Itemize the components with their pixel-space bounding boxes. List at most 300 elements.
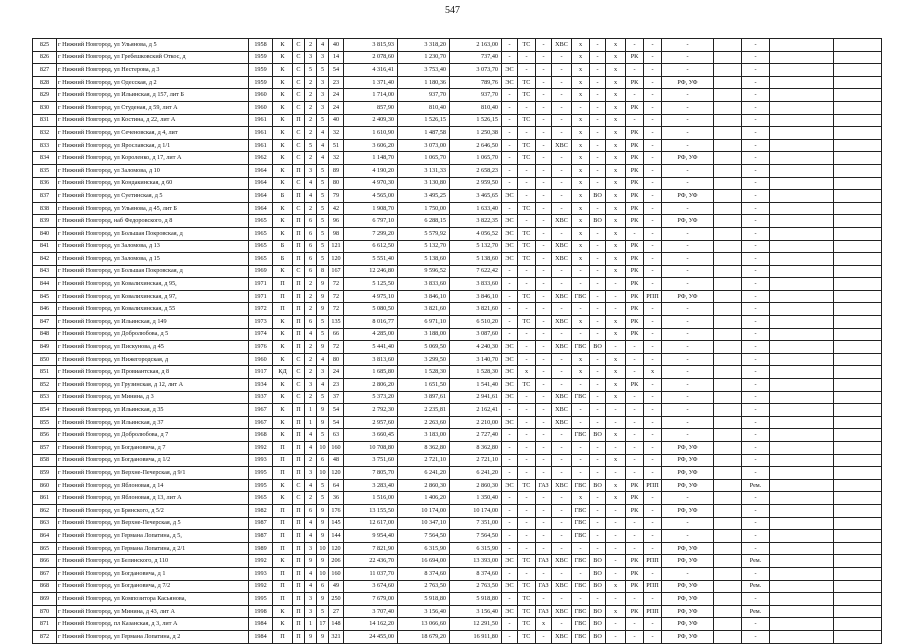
cell-build-year: 1972 bbox=[249, 303, 273, 316]
cell-build-year: 1964 bbox=[249, 190, 273, 203]
cell-total-area: 2 957,60 bbox=[344, 416, 398, 429]
cell-private-area: 4 240,30 bbox=[450, 341, 502, 354]
cell-build-year: 1965 bbox=[249, 240, 273, 253]
cell-roof-repair: РК bbox=[626, 164, 644, 177]
cell-heating: ТС bbox=[518, 580, 536, 593]
cell-col-24 bbox=[834, 555, 882, 568]
cell-living-area: 6 288,15 bbox=[398, 215, 450, 228]
cell-total-area: 5 551,40 bbox=[344, 253, 398, 266]
table-row bbox=[33, 391, 882, 404]
cell-col-23 bbox=[770, 265, 834, 278]
cell-wall-material: Б bbox=[273, 190, 293, 203]
cell-wall-material: П bbox=[273, 290, 293, 303]
cell-entrances: 3 bbox=[305, 379, 317, 392]
cell-build-year: 1965 bbox=[249, 227, 273, 240]
table-row bbox=[33, 542, 882, 555]
cell-floors: 5 bbox=[317, 479, 329, 492]
cell-roof-repair: - bbox=[626, 442, 644, 455]
cell-col-24 bbox=[834, 227, 882, 240]
cell-gas: - bbox=[536, 76, 552, 89]
cell-col-23 bbox=[770, 517, 834, 530]
cell-floors: 4 bbox=[317, 152, 329, 165]
cell-cold-water: - bbox=[552, 303, 572, 316]
cell-apartments: 32 bbox=[329, 127, 344, 140]
cell-col-24 bbox=[834, 567, 882, 580]
cell-repair-note: - bbox=[742, 139, 770, 152]
cell-facade: РФ, УФ bbox=[662, 76, 714, 89]
cell-col-17: - bbox=[606, 555, 626, 568]
cell-heating: - bbox=[518, 492, 536, 505]
cell-living-area: 10 347,10 bbox=[398, 517, 450, 530]
cell-repair-note: Рем. bbox=[742, 580, 770, 593]
cell-gas: - bbox=[536, 278, 552, 291]
cell-roof-repair: РК bbox=[626, 492, 644, 505]
cell-build-year: 1959 bbox=[249, 51, 273, 64]
cell-living-area: 1 526,15 bbox=[398, 114, 450, 127]
cell-electricity: - bbox=[502, 202, 518, 215]
cell-hot-water: - bbox=[572, 442, 590, 455]
cell-wall-material: П bbox=[273, 467, 293, 480]
cell-address: г Нижний Новгород, ул Богдановича, д 1 bbox=[57, 567, 249, 580]
cell-row-number: 869 bbox=[33, 593, 57, 606]
cell-private-area: 3 846,10 bbox=[450, 290, 502, 303]
cell-facade: - bbox=[662, 416, 714, 429]
cell-sewerage: - bbox=[590, 202, 606, 215]
cell-repair-note: - bbox=[742, 303, 770, 316]
cell-category: П bbox=[293, 593, 305, 606]
cell-category: С bbox=[293, 76, 305, 89]
cell-living-area: 7 564,50 bbox=[398, 530, 450, 543]
cell-facade: - bbox=[662, 39, 714, 52]
cell-sewerage: - bbox=[590, 467, 606, 480]
cell-hot-water: х bbox=[572, 215, 590, 228]
cell-living-area: 1 406,20 bbox=[398, 492, 450, 505]
cell-roof-repair: РК bbox=[626, 303, 644, 316]
cell-entrances: 6 bbox=[305, 316, 317, 329]
cell-living-area: 1 065,70 bbox=[398, 152, 450, 165]
cell-build-year: 1917 bbox=[249, 366, 273, 379]
cell-lift-repair: - bbox=[644, 442, 662, 455]
cell-cold-water: - bbox=[552, 492, 572, 505]
cell-heating: ТС bbox=[518, 593, 536, 606]
cell-gas: - bbox=[536, 51, 552, 64]
cell-roof-repair: РК bbox=[626, 605, 644, 618]
cell-total-area: 12 246,80 bbox=[344, 265, 398, 278]
cell-col-21 bbox=[714, 593, 742, 606]
cell-private-area: 2 860,30 bbox=[450, 479, 502, 492]
cell-electricity: - bbox=[502, 39, 518, 52]
cell-col-23 bbox=[770, 240, 834, 253]
cell-build-year: 1968 bbox=[249, 429, 273, 442]
cell-gas: - bbox=[536, 303, 552, 316]
cell-hot-water: - bbox=[572, 454, 590, 467]
cell-cold-water: ХВС bbox=[552, 580, 572, 593]
cell-wall-material: К bbox=[273, 89, 293, 102]
cell-private-area: 16 911,80 bbox=[450, 630, 502, 643]
cell-roof-repair: РК bbox=[626, 76, 644, 89]
cell-cold-water: ХВС bbox=[552, 391, 572, 404]
cell-repair-note: - bbox=[742, 530, 770, 543]
cell-electricity: - bbox=[502, 429, 518, 442]
cell-gas: - bbox=[536, 152, 552, 165]
cell-lift-repair: - bbox=[644, 164, 662, 177]
cell-heating: ТС bbox=[518, 479, 536, 492]
cell-living-area: 3 897,61 bbox=[398, 391, 450, 404]
cell-heating: - bbox=[518, 454, 536, 467]
cell-sewerage: - bbox=[590, 328, 606, 341]
cell-apartments: 51 bbox=[329, 139, 344, 152]
cell-cold-water: - bbox=[552, 51, 572, 64]
cell-col-24 bbox=[834, 316, 882, 329]
cell-repair-note: - bbox=[742, 328, 770, 341]
cell-row-number: 837 bbox=[33, 190, 57, 203]
cell-col-23 bbox=[770, 504, 834, 517]
cell-facade: РФ, УФ bbox=[662, 593, 714, 606]
cell-electricity: ЭС bbox=[502, 366, 518, 379]
cell-sewerage: ВО bbox=[590, 580, 606, 593]
cell-lift-repair: - bbox=[644, 51, 662, 64]
cell-lift-repair: - bbox=[644, 190, 662, 203]
cell-lift-repair: - bbox=[644, 593, 662, 606]
cell-private-area: 3 465,65 bbox=[450, 190, 502, 203]
cell-wall-material: К bbox=[273, 152, 293, 165]
cell-repair-note: - bbox=[742, 316, 770, 329]
cell-col-23 bbox=[770, 530, 834, 543]
cell-address: г Нижний Новгород, ул Сеченовская, д 4, лит bbox=[57, 127, 249, 140]
cell-wall-material: К bbox=[273, 114, 293, 127]
cell-private-area: 2 763,50 bbox=[450, 580, 502, 593]
cell-roof-repair: РК bbox=[626, 278, 644, 291]
cell-row-number: 832 bbox=[33, 127, 57, 140]
cell-hot-water: ГВС bbox=[572, 290, 590, 303]
cell-heating: ТС bbox=[518, 89, 536, 102]
cell-col-23 bbox=[770, 253, 834, 266]
cell-row-number: 858 bbox=[33, 454, 57, 467]
cell-gas: - bbox=[536, 265, 552, 278]
cell-address: г Нижний Новгород, ул Грузинская, д 12, лит А bbox=[57, 379, 249, 392]
cell-gas: - bbox=[536, 253, 552, 266]
cell-address: г Нижний Новгород, ул Кондакинская, д 60 bbox=[57, 177, 249, 190]
cell-hot-water: х bbox=[572, 240, 590, 253]
cell-lift-repair: - bbox=[644, 328, 662, 341]
table-row bbox=[33, 366, 882, 379]
cell-repair-note: - bbox=[742, 290, 770, 303]
cell-cold-water: - bbox=[552, 429, 572, 442]
cell-floors: 4 bbox=[317, 127, 329, 140]
cell-living-area: 2 763,50 bbox=[398, 580, 450, 593]
cell-floors: 3 bbox=[317, 366, 329, 379]
cell-lift-repair: - bbox=[644, 101, 662, 114]
cell-wall-material: К bbox=[273, 379, 293, 392]
cell-living-area: 3 156,40 bbox=[398, 605, 450, 618]
cell-col-17: х bbox=[606, 391, 626, 404]
cell-wall-material: П bbox=[273, 580, 293, 593]
cell-living-area: 3 073,00 bbox=[398, 139, 450, 152]
cell-sewerage: - bbox=[590, 366, 606, 379]
cell-category: П bbox=[293, 404, 305, 417]
cell-total-area: 857,90 bbox=[344, 101, 398, 114]
cell-living-area: 1 750,00 bbox=[398, 202, 450, 215]
cell-apartments: 54 bbox=[329, 64, 344, 77]
cell-heating: ТС bbox=[518, 139, 536, 152]
cell-category: С bbox=[293, 39, 305, 52]
cell-repair-note: - bbox=[742, 517, 770, 530]
cell-build-year: 1959 bbox=[249, 76, 273, 89]
cell-total-area: 12 617,00 bbox=[344, 517, 398, 530]
cell-category: С bbox=[293, 139, 305, 152]
cell-entrances: 2 bbox=[305, 303, 317, 316]
cell-gas: - bbox=[536, 341, 552, 354]
cell-repair-note: - bbox=[742, 618, 770, 631]
cell-col-17: х bbox=[606, 51, 626, 64]
cell-heating: - bbox=[518, 542, 536, 555]
cell-roof-repair: - bbox=[626, 542, 644, 555]
cell-entrances: 5 bbox=[305, 64, 317, 77]
cell-heating: ТС bbox=[518, 316, 536, 329]
cell-gas: - bbox=[536, 504, 552, 517]
cell-roof-repair: - bbox=[626, 39, 644, 52]
cell-heating: - bbox=[518, 517, 536, 530]
cell-col-24 bbox=[834, 101, 882, 114]
cell-wall-material: К bbox=[273, 555, 293, 568]
cell-heating: - bbox=[518, 504, 536, 517]
cell-floors: 9 bbox=[317, 504, 329, 517]
cell-build-year: 1971 bbox=[249, 290, 273, 303]
cell-apartments: 32 bbox=[329, 152, 344, 165]
cell-row-number: 827 bbox=[33, 64, 57, 77]
cell-sewerage: - bbox=[590, 101, 606, 114]
cell-hot-water: - bbox=[572, 328, 590, 341]
cell-apartments: 24 bbox=[329, 101, 344, 114]
cell-apartments: 40 bbox=[329, 39, 344, 52]
cell-col-21 bbox=[714, 542, 742, 555]
cell-col-23 bbox=[770, 618, 834, 631]
cell-private-area: 10 174,00 bbox=[450, 504, 502, 517]
cell-cold-water: - bbox=[552, 64, 572, 77]
cell-apartments: 23 bbox=[329, 76, 344, 89]
cell-wall-material: К bbox=[273, 76, 293, 89]
cell-repair-note: - bbox=[742, 114, 770, 127]
cell-heating: - bbox=[518, 341, 536, 354]
cell-electricity: ЭС bbox=[502, 240, 518, 253]
cell-private-area: 1 528,30 bbox=[450, 366, 502, 379]
cell-col-21 bbox=[714, 76, 742, 89]
cell-lift-repair: РПП bbox=[644, 605, 662, 618]
cell-col-21 bbox=[714, 202, 742, 215]
cell-cold-water: - bbox=[552, 517, 572, 530]
cell-living-area: 2 721,10 bbox=[398, 454, 450, 467]
cell-facade: - bbox=[662, 328, 714, 341]
cell-row-number: 840 bbox=[33, 227, 57, 240]
cell-col-23 bbox=[770, 630, 834, 643]
cell-gas: - bbox=[536, 391, 552, 404]
cell-col-24 bbox=[834, 416, 882, 429]
cell-address: г Нижний Новгород, ул Богдановича, д 1/2 bbox=[57, 454, 249, 467]
cell-col-24 bbox=[834, 379, 882, 392]
cell-apartments: 63 bbox=[329, 429, 344, 442]
cell-build-year: 1974 bbox=[249, 328, 273, 341]
cell-electricity: - bbox=[502, 139, 518, 152]
cell-living-area: 5 138,60 bbox=[398, 253, 450, 266]
table-row bbox=[33, 39, 882, 52]
table-row bbox=[33, 442, 882, 455]
cell-total-area: 13 155,50 bbox=[344, 504, 398, 517]
cell-hot-water: ГВС bbox=[572, 605, 590, 618]
cell-repair-note: - bbox=[742, 467, 770, 480]
cell-col-23 bbox=[770, 227, 834, 240]
table-row bbox=[33, 341, 882, 354]
cell-wall-material: Б bbox=[273, 253, 293, 266]
cell-hot-water: ГВС bbox=[572, 630, 590, 643]
table-row bbox=[33, 353, 882, 366]
cell-apartments: 79 bbox=[329, 190, 344, 203]
table-row bbox=[33, 177, 882, 190]
cell-row-number: 864 bbox=[33, 530, 57, 543]
cell-hot-water: х bbox=[572, 227, 590, 240]
cell-living-area: 2 235,81 bbox=[398, 404, 450, 417]
cell-col-21 bbox=[714, 580, 742, 593]
cell-row-number: 850 bbox=[33, 353, 57, 366]
cell-living-area: 8 374,60 bbox=[398, 567, 450, 580]
cell-total-area: 3 751,60 bbox=[344, 454, 398, 467]
cell-cold-water: - bbox=[552, 127, 572, 140]
cell-address: г Нижний Новгород, ул Верхне-Печерская, д 5 bbox=[57, 517, 249, 530]
cell-living-area: 2 860,30 bbox=[398, 479, 450, 492]
cell-col-21 bbox=[714, 605, 742, 618]
cell-lift-repair: - bbox=[644, 278, 662, 291]
cell-col-24 bbox=[834, 504, 882, 517]
cell-living-area: 937,70 bbox=[398, 89, 450, 102]
cell-col-24 bbox=[834, 139, 882, 152]
cell-repair-note: - bbox=[742, 127, 770, 140]
cell-roof-repair: РК bbox=[626, 139, 644, 152]
cell-gas: - bbox=[536, 139, 552, 152]
cell-repair-note: - bbox=[742, 630, 770, 643]
cell-wall-material: П bbox=[273, 517, 293, 530]
cell-build-year: 1934 bbox=[249, 379, 273, 392]
cell-private-area: 3 140,70 bbox=[450, 353, 502, 366]
table-row bbox=[33, 114, 882, 127]
cell-entrances: 4 bbox=[305, 442, 317, 455]
cell-total-area: 6 797,10 bbox=[344, 215, 398, 228]
cell-facade: - bbox=[662, 341, 714, 354]
cell-col-17: - bbox=[606, 567, 626, 580]
cell-col-21 bbox=[714, 442, 742, 455]
cell-total-area: 10 708,80 bbox=[344, 442, 398, 455]
cell-roof-repair: РК bbox=[626, 479, 644, 492]
cell-repair-note: - bbox=[742, 76, 770, 89]
cell-roof-repair: - bbox=[626, 517, 644, 530]
cell-living-area: 3 299,50 bbox=[398, 353, 450, 366]
cell-gas: - bbox=[536, 202, 552, 215]
cell-category: П bbox=[293, 530, 305, 543]
cell-repair-note: - bbox=[742, 202, 770, 215]
cell-roof-repair: РК bbox=[626, 202, 644, 215]
cell-hot-water: - bbox=[572, 542, 590, 555]
cell-total-area: 3 813,60 bbox=[344, 353, 398, 366]
cell-facade: - bbox=[662, 101, 714, 114]
cell-gas: - bbox=[536, 177, 552, 190]
cell-col-17: х bbox=[606, 64, 626, 77]
cell-row-number: 866 bbox=[33, 555, 57, 568]
cell-gas: - bbox=[536, 442, 552, 455]
cell-private-area: 937,70 bbox=[450, 89, 502, 102]
cell-roof-repair: - bbox=[626, 391, 644, 404]
cell-address: г Нижний Новгород, пл Казанская, д 3, лит А bbox=[57, 618, 249, 631]
cell-private-area: 6 315,90 bbox=[450, 542, 502, 555]
cell-heating: - bbox=[518, 404, 536, 417]
table-row bbox=[33, 265, 882, 278]
cell-col-24 bbox=[834, 517, 882, 530]
cell-repair-note: - bbox=[742, 492, 770, 505]
cell-heating: - bbox=[518, 265, 536, 278]
cell-col-23 bbox=[770, 454, 834, 467]
cell-entrances: 6 bbox=[305, 253, 317, 266]
cell-row-number: 854 bbox=[33, 404, 57, 417]
cell-category: С bbox=[293, 177, 305, 190]
cell-lift-repair: - bbox=[644, 567, 662, 580]
cell-address: г Нижний Новгород, ул Ильинская, д 35 bbox=[57, 404, 249, 417]
cell-build-year: 1965 bbox=[249, 492, 273, 505]
cell-floors: 9 bbox=[317, 278, 329, 291]
cell-sewerage: ВО bbox=[590, 190, 606, 203]
cell-heating: ТС bbox=[518, 152, 536, 165]
cell-facade: РФ, УФ bbox=[662, 442, 714, 455]
cell-apartments: 206 bbox=[329, 555, 344, 568]
cell-gas: - bbox=[536, 227, 552, 240]
cell-build-year: 1960 bbox=[249, 353, 273, 366]
cell-col-24 bbox=[834, 190, 882, 203]
cell-repair-note: - bbox=[742, 253, 770, 266]
cell-build-year: 1965 bbox=[249, 253, 273, 266]
cell-address: г Нижний Новгород, ул Композитора Касьянова, bbox=[57, 593, 249, 606]
cell-address: г Нижний Новгород, ул Заломова, д 10 bbox=[57, 164, 249, 177]
cell-lift-repair: - bbox=[644, 127, 662, 140]
cell-lift-repair: - bbox=[644, 227, 662, 240]
cell-hot-water: х bbox=[572, 39, 590, 52]
cell-floors: 4 bbox=[317, 39, 329, 52]
cell-electricity: - bbox=[502, 164, 518, 177]
cell-col-17: - bbox=[606, 303, 626, 316]
cell-living-area: 3 188,00 bbox=[398, 328, 450, 341]
cell-build-year: 1960 bbox=[249, 89, 273, 102]
cell-col-17: х bbox=[606, 76, 626, 89]
cell-build-year: 1964 bbox=[249, 177, 273, 190]
cell-sewerage: ВО bbox=[590, 618, 606, 631]
cell-entrances: 4 bbox=[305, 530, 317, 543]
cell-repair-note: Рем. bbox=[742, 555, 770, 568]
cell-entrances: 1 bbox=[305, 416, 317, 429]
cell-hot-water: х bbox=[572, 316, 590, 329]
cell-private-area: 7 622,42 bbox=[450, 265, 502, 278]
cell-col-24 bbox=[834, 303, 882, 316]
cell-hot-water: ГВС bbox=[572, 530, 590, 543]
cell-col-21 bbox=[714, 215, 742, 228]
cell-floors: 9 bbox=[317, 555, 329, 568]
cell-col-23 bbox=[770, 353, 834, 366]
cell-build-year: 1976 bbox=[249, 341, 273, 354]
cell-gas: - bbox=[536, 215, 552, 228]
cell-category: П bbox=[293, 517, 305, 530]
cell-lift-repair: - bbox=[644, 76, 662, 89]
cell-col-24 bbox=[834, 152, 882, 165]
cell-category: П bbox=[293, 303, 305, 316]
cell-floors: 4 bbox=[317, 353, 329, 366]
cell-electricity: ЭС bbox=[502, 215, 518, 228]
cell-total-area: 1 516,00 bbox=[344, 492, 398, 505]
cell-lift-repair: - bbox=[644, 215, 662, 228]
cell-repair-note: - bbox=[742, 215, 770, 228]
